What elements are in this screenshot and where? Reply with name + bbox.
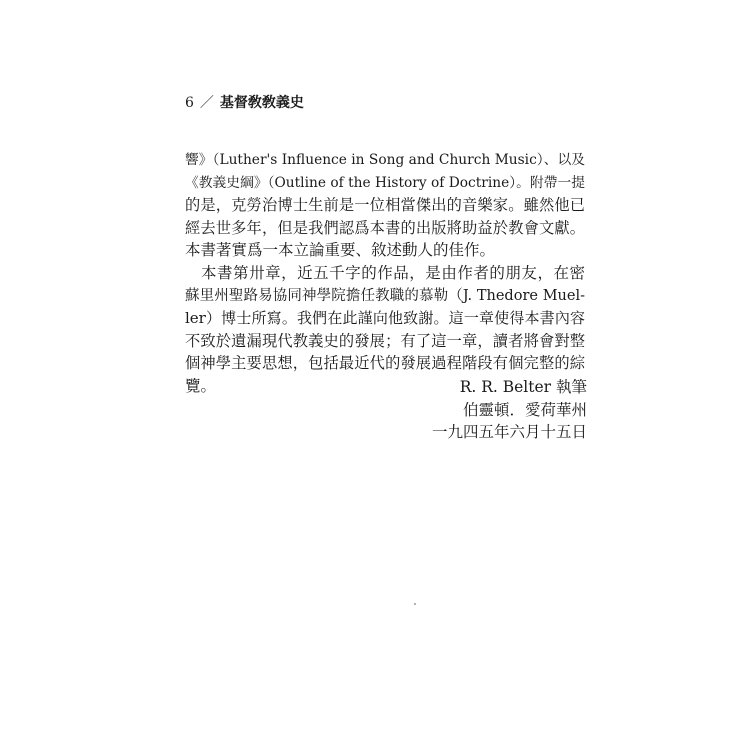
text-line: ler）博士所寫。我們在此謹向他致謝。這一章使得本書內容 bbox=[185, 309, 585, 328]
paper-speck bbox=[414, 603, 416, 605]
text-line: 的是，克勞治博士生前是一位相當傑出的音樂家。雖然他已 bbox=[185, 196, 585, 215]
signature-place: 伯靈頓．愛荷華州 bbox=[462, 400, 587, 419]
running-head-separator: ／ bbox=[199, 95, 214, 111]
text-line: 經去世多年，但是我們認爲本書的出版將助益於教會文獻。 bbox=[185, 218, 585, 237]
text-line: 個神學主要思想，包括最近代的發展過程階段有個完整的綜 bbox=[185, 354, 585, 373]
text-line: 覽。 bbox=[185, 376, 217, 395]
page-number: 6 bbox=[185, 95, 194, 111]
signature-author: R. R. Belter 執筆 bbox=[459, 378, 587, 396]
signature-date: 一九四五年六月十五日 bbox=[431, 423, 587, 442]
running-head bbox=[185, 92, 304, 112]
body-text bbox=[185, 149, 585, 398]
text-line: 不致於遺漏現代教義史的發展；有了這一章，讀者將會對整 bbox=[185, 331, 585, 350]
text-line: 本書著實爲一本立論重要、敘述動人的佳作。 bbox=[185, 241, 496, 260]
text-line: 響》（Luther's Influence in Song and Church Music）、以及 bbox=[185, 152, 585, 168]
text-line: 蘇里州聖路易協同神學院擔任教職的慕勒（J. Thedore Muel- bbox=[185, 287, 585, 304]
text-line: 《教義史綱》（Outline of the History of Doctrine）。附帶一提 bbox=[185, 174, 585, 191]
text-line: 本書第卅章，近五千字的作品，是由作者的朋友，在密 bbox=[185, 263, 585, 282]
running-head-title: 基督敎敎義史 bbox=[219, 95, 304, 111]
signature-block bbox=[432, 376, 587, 444]
